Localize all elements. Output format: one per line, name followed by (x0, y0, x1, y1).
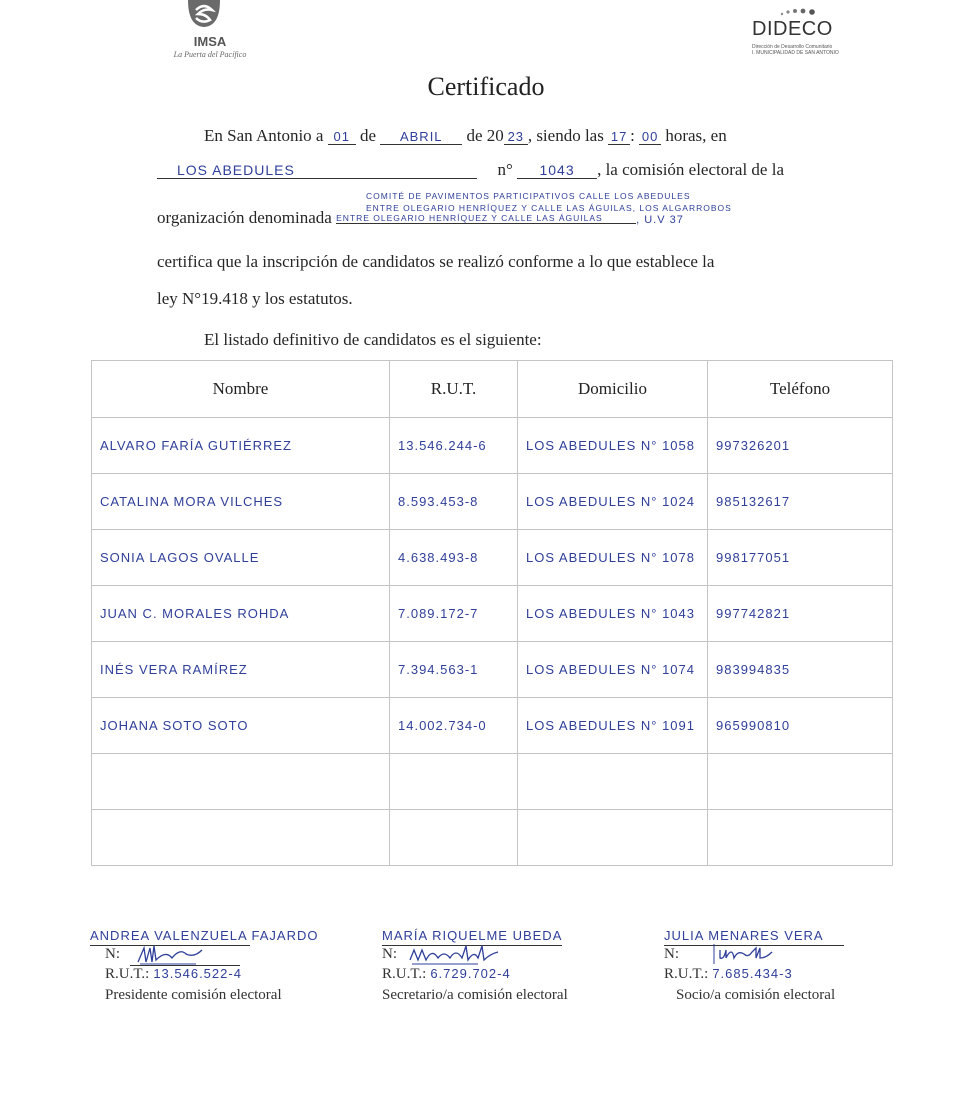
table-cell-nombre: JOHANA SOTO SOTO (92, 698, 390, 754)
signature-rut-label: R.U.T.: (382, 966, 427, 982)
signature-rut-label: R.U.T.: (664, 966, 709, 982)
column-header-telefono: Teléfono (708, 361, 893, 418)
org-name-line-bottom: ENTRE OLEGARIO HENRÍQUEZ Y CALLE LAS ÁGUILAS (336, 213, 636, 224)
table-cell-telefono: 985132617 (708, 474, 893, 530)
signature-name: MARÍA RIQUELME UBEDA (382, 928, 563, 943)
table-cell-telefono: 997742821 (708, 586, 893, 642)
intro-line-6: El listado definitivo de candidatos es el siguiente: (204, 330, 542, 349)
handwritten-signature-icon (408, 944, 500, 966)
table-row (92, 474, 893, 530)
street-number: 1043 (517, 162, 597, 179)
intro-line-2 (157, 160, 784, 180)
intro-text-1: En San Antonio a (204, 126, 324, 145)
intro-text-3: de 20 (466, 126, 504, 145)
table-cell-domicilio (518, 754, 708, 810)
table-row (92, 586, 893, 642)
org-name-suffix: , U.V 37 (636, 214, 684, 226)
column-header-domicilio: Domicilio (518, 361, 708, 418)
intro-text-4: , siendo las (527, 126, 604, 145)
table-cell-telefono: 965990810 (708, 698, 893, 754)
date-day: 01 (328, 129, 356, 145)
intro-text-8: , la comisión electoral de la (597, 160, 784, 179)
signature-rut-row (382, 965, 511, 983)
handwritten-signature-icon (712, 942, 776, 966)
table-cell-rut (390, 810, 518, 866)
intro-line-3 (157, 208, 684, 228)
date-month: ABRIL (380, 129, 462, 145)
dideco-logo-subtitle: Dirección de Desarrollo Comunitario (752, 44, 833, 50)
street-name: LOS ABEDULES (157, 162, 477, 179)
signature-rut: 7.685.434-3 (712, 966, 793, 981)
table-cell-rut: 13.546.244-6 (390, 418, 518, 474)
table-row (92, 530, 893, 586)
table-cell-rut: 8.593.453-8 (390, 474, 518, 530)
date-year-suffix: 23 (504, 129, 528, 145)
table-cell-nombre: SONIA LAGOS OVALLE (92, 530, 390, 586)
table-cell-rut: 7.394.563-1 (390, 642, 518, 698)
table-cell-nombre: CATALINA MORA VILCHES (92, 474, 390, 530)
signature-n-label: N: (664, 946, 679, 962)
table-cell-rut (390, 754, 518, 810)
signature-role: Presidente comisión electoral (105, 987, 282, 1003)
table-cell-telefono: 998177051 (708, 530, 893, 586)
table-row (92, 698, 893, 754)
candidates-table (91, 360, 893, 866)
table-row-empty (92, 754, 893, 810)
org-name-line-mid: ENTRE OLEGARIO HENRÍQUEZ Y CALLE LAS ÁGUILAS, LOS ALGARROBOS (366, 203, 732, 213)
imsa-logo-name: IMSA (193, 34, 227, 49)
table-row (92, 418, 893, 474)
intro-text-9: organización denominada (157, 208, 332, 227)
signature-rut: 13.546.522-4 (153, 966, 242, 981)
imsa-logo-tagline: La Puerta del Pacífico (173, 50, 247, 59)
signature-role: Socio/a comisión electoral (676, 987, 836, 1003)
table-cell-nombre (92, 810, 390, 866)
signature-role: Secretario/a comisión electoral (382, 987, 568, 1003)
signature-rut-label: R.U.T.: (105, 966, 150, 982)
table-cell-domicilio: LOS ABEDULES N° 1043 (518, 586, 708, 642)
signature-rut: 6.729.702-4 (430, 966, 511, 981)
intro-line-4: certifica que la inscripción de candidatos se realizó conforme a lo que establece la (157, 252, 715, 271)
table-row (92, 642, 893, 698)
table-cell-rut: 4.638.493-8 (390, 530, 518, 586)
table-cell-nombre: ALVARO FARÍA GUTIÉRREZ (92, 418, 390, 474)
imsa-logo-icon (184, 0, 224, 28)
dideco-logo-subtitle-2: I. MUNICIPALIDAD DE SAN ANTONIO (752, 50, 839, 56)
table-header-row (92, 361, 893, 418)
dideco-dots-icon (770, 4, 830, 16)
table-cell-domicilio: LOS ABEDULES N° 1058 (518, 418, 708, 474)
dideco-logo-name: DIDECO (752, 18, 833, 40)
column-header-rut: R.U.T. (390, 361, 518, 418)
handwritten-signature-icon (136, 944, 206, 966)
table-cell-telefono (708, 754, 893, 810)
column-header-nombre: Nombre (92, 361, 390, 418)
table-cell-nombre: INÉS VERA RAMÍREZ (92, 642, 390, 698)
table-cell-domicilio: LOS ABEDULES N° 1091 (518, 698, 708, 754)
table-cell-domicilio: LOS ABEDULES N° 1078 (518, 530, 708, 586)
time-minutes: 00 (639, 129, 661, 145)
table-row-empty (92, 810, 893, 866)
intro-text-5: : (630, 126, 635, 145)
table-cell-domicilio: LOS ABEDULES N° 1074 (518, 642, 708, 698)
intro-text-7: n° (497, 160, 513, 179)
signature-name: ANDREA VALENZUELA FAJARDO (90, 928, 319, 943)
table-cell-nombre: JUAN C. MORALES ROHDA (92, 586, 390, 642)
table-cell-telefono: 997326201 (708, 418, 893, 474)
table-cell-rut: 7.089.172-7 (390, 586, 518, 642)
table-cell-domicilio (518, 810, 708, 866)
signature-name: JULIA MENARES VERA (664, 928, 824, 943)
signature-rut-row (105, 965, 242, 983)
intro-line-5: ley N°19.418 y los estatutos. (157, 289, 353, 308)
intro-line-1 (204, 126, 727, 146)
table-cell-telefono: 983994835 (708, 642, 893, 698)
intro-text-2: de (359, 126, 377, 145)
table-cell-domicilio: LOS ABEDULES N° 1024 (518, 474, 708, 530)
intro-text-6: horas, en (665, 126, 727, 145)
time-hour: 17 (608, 129, 630, 145)
org-name-line-top: COMITÉ DE PAVIMENTOS PARTICIPATIVOS CALLE LOS ABEDULES (366, 191, 691, 201)
signature-n-label: N: (105, 946, 120, 962)
table-cell-rut: 14.002.734-0 (390, 698, 518, 754)
signature-rut-row (664, 965, 793, 983)
page-title: Certificado (427, 72, 545, 101)
table-cell-nombre (92, 754, 390, 810)
table-cell-telefono (708, 810, 893, 866)
signature-n-label: N: (382, 946, 397, 962)
